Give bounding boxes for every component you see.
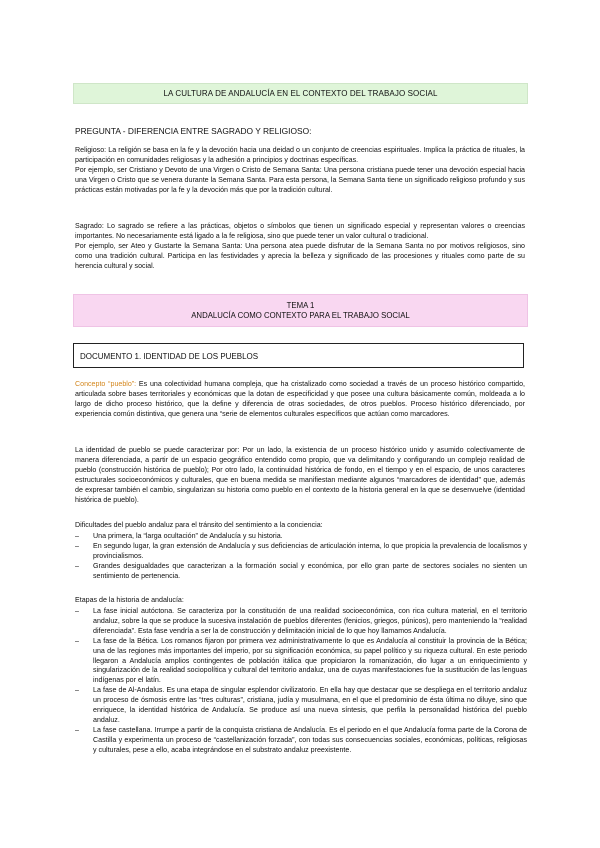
sagrado-definition: Sagrado: Lo sagrado se refiere a las prácticas, objetos o símbolos que tienen un significado especial y representan valores o creencias importantes. No necesariamente está ligado a la fe religiosa, sino que puede tener un valor cultural o tradicional. <box>75 222 525 240</box>
list-item: – Una primera, la “larga ocultación” de Andalucía y su historia. <box>75 532 527 542</box>
dificultades-list <box>75 532 527 582</box>
tema-number: TEMA 1 <box>286 301 315 310</box>
question-heading: PREGUNTA - DIFERENCIA ENTRE SAGRADO Y RELIGIOSO: <box>75 126 312 136</box>
tema-banner <box>73 294 528 327</box>
list-item: – La fase de Al-Andalus. Es una etapa de singular esplendor civilizatorio. En ella hay que destacar que se despliega en el territorio andaluz un proceso de ósmosis entre las “tres culturas”, cristiana, judía y musulmana, en el que el predominio de ésta última no diluye, sino que enriquece, la identidad histórica de Andalucía. Se produce así una nueva síntesis, que perfila la personalidad histórica del pueblo andaluz. <box>75 686 527 726</box>
sagrado-example: Por ejemplo, ser Ateo y Gustarte la Semana Santa: Una persona atea puede disfrutar de la Semana Santa no por motivos religiosos, sino como una tradición cultural. Participa en las festividades y aprecia la belleza y significado de las procesiones y rituales como parte de su herencia cultural y social. <box>75 242 525 270</box>
tema-subtitle: ANDALUCÍA COMO CONTEXTO PARA EL TRABAJO SOCIAL <box>191 311 410 320</box>
document-title: LA CULTURA DE ANDALUCÍA EN EL CONTEXTO DEL TRABAJO SOCIAL <box>73 83 528 104</box>
list-item: – Grandes desigualdades que caracterizan a la formación social y económica, por ello gran parte de sectores sociales no sienten un sentimiento de pertenencia. <box>75 562 527 582</box>
list-item: – La fase castellana. Irrumpe a partir de la conquista cristiana de Andalucía. Es el periodo en el que Andalucía forma parte de la Corona de Castilla y experimenta un proceso de “castellanización forzada”, con todas sus consecuencias sociales, económicas, políticas, religiosas y culturales, pese a ello, acaba integrándose en el substrato andaluz preexistente. <box>75 726 527 756</box>
concepto-lead: Concepto “pueblo”: <box>75 380 137 388</box>
dificultades-title: Dificultades del pueblo andaluz para el tránsito del sentimiento a la conciencia: <box>75 521 323 529</box>
concepto-text: Es una colectividad humana compleja, que ha cristalizado como sociedad a través de un proceso histórico compartido, articulada sobre bases territoriales y económicas que la dotan de especificidad y que posee una cultura básicamente común, moldeada a lo largo de dicho proceso histórico, que la define y diferencia de otras sociedades, de otros pueblos. Proceso histórico diferenciado, por experiencia común distintiva, que genera una “serie de elementos culturales específicos que actúan como marcadores. <box>75 380 526 418</box>
list-item: – La fase inicial autóctona. Se caracteriza por la constitución de una realidad socioeconómica, con rica cultura material, en el territorio andaluz, sobre la que se produce la sucesiva instalación de pueblos diferentes (fenicios, griegos, púnicos), pero manteniendo la “realidad diferenciada”. Esta fase vendría a ser la de construcción y delimitación inicial de lo que hoy llamamos Andalucía. <box>75 607 527 637</box>
religioso-example: Por ejemplo, ser Cristiano y Devoto de una Virgen o Cristo de Semana Santa: Una persona cristiana puede tener una devoción especial hacia una Virgen o Cristo que se venera durante la Semana Santa. Para esta persona, la Semana Santa tiene un significado religioso profundo y sus prácticas están motivadas por la fe y la devoción más que por la tradición cultural. <box>75 166 525 194</box>
identidad-paragraph: La identidad de pueblo se puede caracterizar por: Por un lado, la existencia de un proceso histórico unido y asumido colectivamente de manera diferenciada, a partir de un espacio geográfico entendido como propio, que va delimitando y configurando un complejo realidad de pueblo (construcción histórica de pueblo); Por otro lado, la continuidad histórica de fondo, en el tiempo y en el espacio, de unos caracteres estructurales socioeconómicos y culturales, que en buena medida se manifiestan mediante algunos “marcadores de identidad” que, además de expresar también el cambio, singularizan su historia como pueblo en el contexto de la historia general en la que se desenvuelve (identidad histórica de pueblo). <box>75 446 525 504</box>
etapas-title: Etapas de la historia de andalucía: <box>75 596 184 604</box>
concepto-paragraph <box>75 380 525 420</box>
religioso-definition: Religioso: La religión se basa en la fe y la devoción hacia una deidad o un conjunto de creencias espirituales. Implica la práctica de rituales, la participación en comunidades religiosas y la adhesión a principios y doctrinas específicas. <box>75 146 525 164</box>
list-item: – En segundo lugar, la gran extensión de Andalucía y sus deficiencias de articulación interna, lo que propicia la prevalencia de localismos y provincialismos. <box>75 542 527 562</box>
documento-heading: DOCUMENTO 1. IDENTIDAD DE LOS PUEBLOS <box>73 343 524 368</box>
list-item: – La fase de la Bética. Los romanos fijaron por primera vez administrativamente lo que es Andalucía al constituir la provincia de la Bética; una de las regiones más importantes del imperio, por su significación económica, su papel político y su riqueza cultural. En este periodo llegaron a Andalucía amplios contingentes de población itálica que propiciaron la romanización, dio lugar a un enriquecimiento y singularización de la realidad sociopolítica y cultural del territorio andaluz, una de cuyas manifestaciones fue la sustitución de las lenguas indígenas por el latín. <box>75 637 527 687</box>
etapas-list <box>75 607 527 756</box>
